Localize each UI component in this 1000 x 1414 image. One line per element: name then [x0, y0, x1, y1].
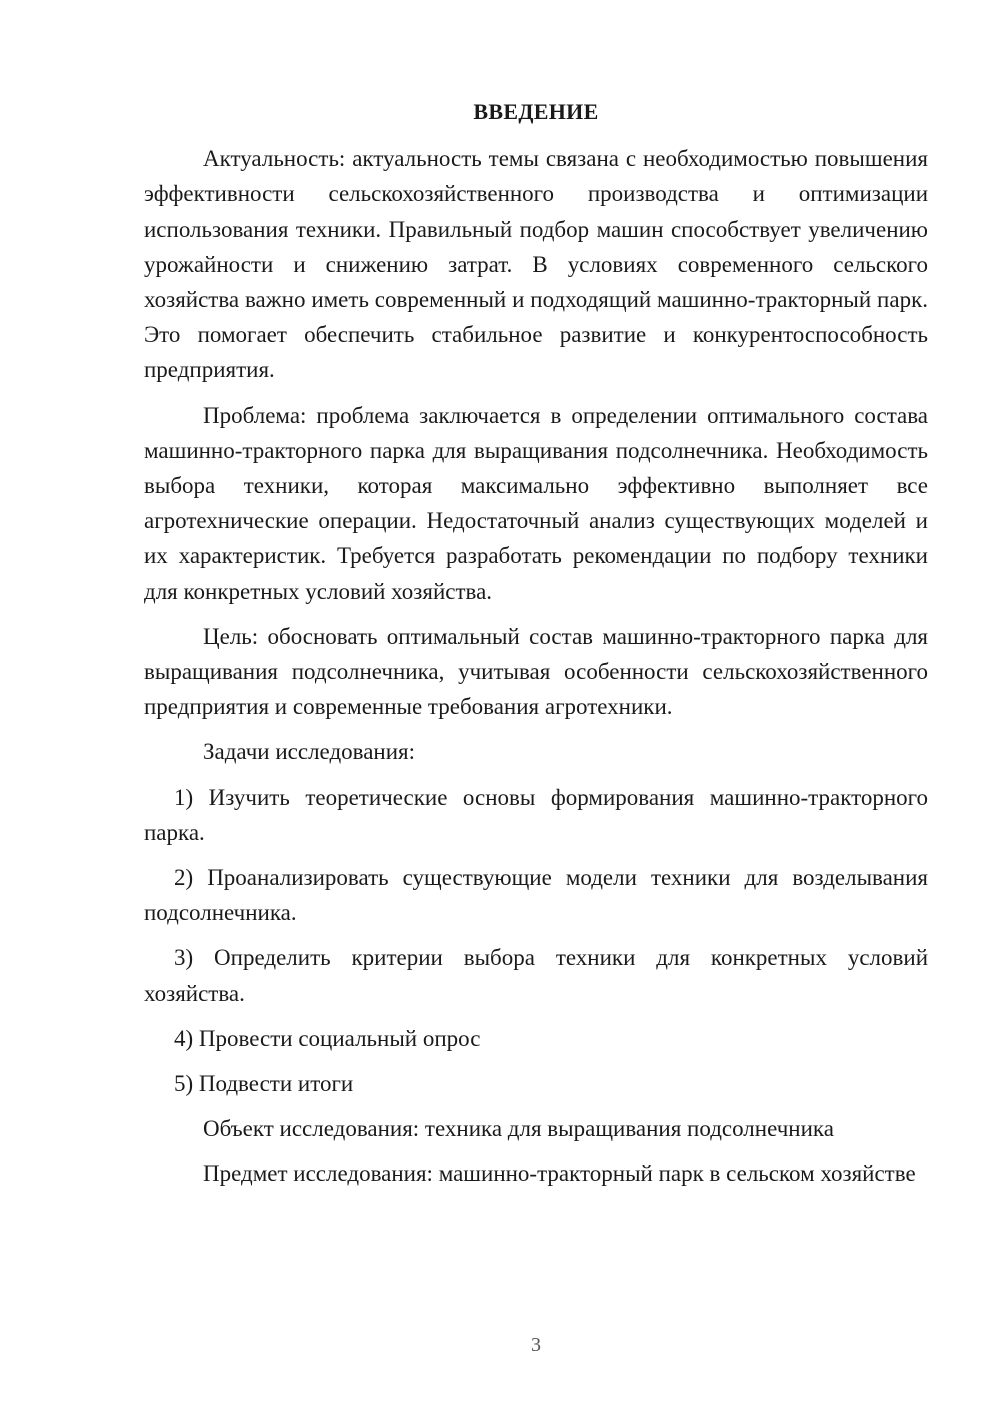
- section-heading: ВВЕДЕНИЕ: [473, 99, 599, 124]
- paragraph-relevance: Актуальность: актуальность темы связана с необходимостью повышения эффективности сельскохозяйственного производства и оптимизации использования техники. Правильный подбор машин способствует увеличению урожайности и снижению затрат. В условиях современного сельского хозяйства важно иметь современный и подходящий машинно-тракторный парк. Это помогает обеспечить стабильное развитие и конкурентоспособность предприятия.: [144, 146, 928, 383]
- task-item-5: 5) Подвести итоги: [174, 1071, 354, 1097]
- paragraph-tasks-intro: Задачи исследования:: [203, 739, 416, 765]
- paragraph-goal: Цель: обосновать оптимальный состав машинно-тракторного парка для выращивания подсолнечника, учитывая особенности сельскохозяйственного предприятия и современные требования агротехники.: [144, 623, 928, 720]
- paragraph-problem: Проблема: проблема заключается в определении оптимального состава машинно-тракторного парка для выращивания подсолнечника. Необходимость выбора техники, которая максимально эффективно выполняет все агротехнические операции. Недостаточный анализ существующих моделей и их характеристик. Требуется разработать рекомендации по подбору техники для конкретных условий хозяйства.: [144, 402, 928, 604]
- page-number: 3: [531, 1334, 541, 1356]
- task-item-2: 2) Проанализировать существующие модели техники для возделывания подсолнечника.: [144, 865, 928, 926]
- paragraph-object: Объект исследования: техника для выращивания подсолнечника: [203, 1116, 834, 1142]
- task-item-1: 1) Изучить теоретические основы формирования машинно-тракторного парка.: [144, 784, 928, 845]
- paragraph-subject: Предмет исследования: машинно-тракторный парк в сельском хозяйстве: [203, 1161, 916, 1187]
- document-page: [144, 94, 928, 1202]
- task-item-3: 3) Определить критерии выбора техники для конкретных условий хозяйства.: [144, 945, 928, 1006]
- task-item-4: 4) Провести социальный опрос: [174, 1025, 481, 1051]
